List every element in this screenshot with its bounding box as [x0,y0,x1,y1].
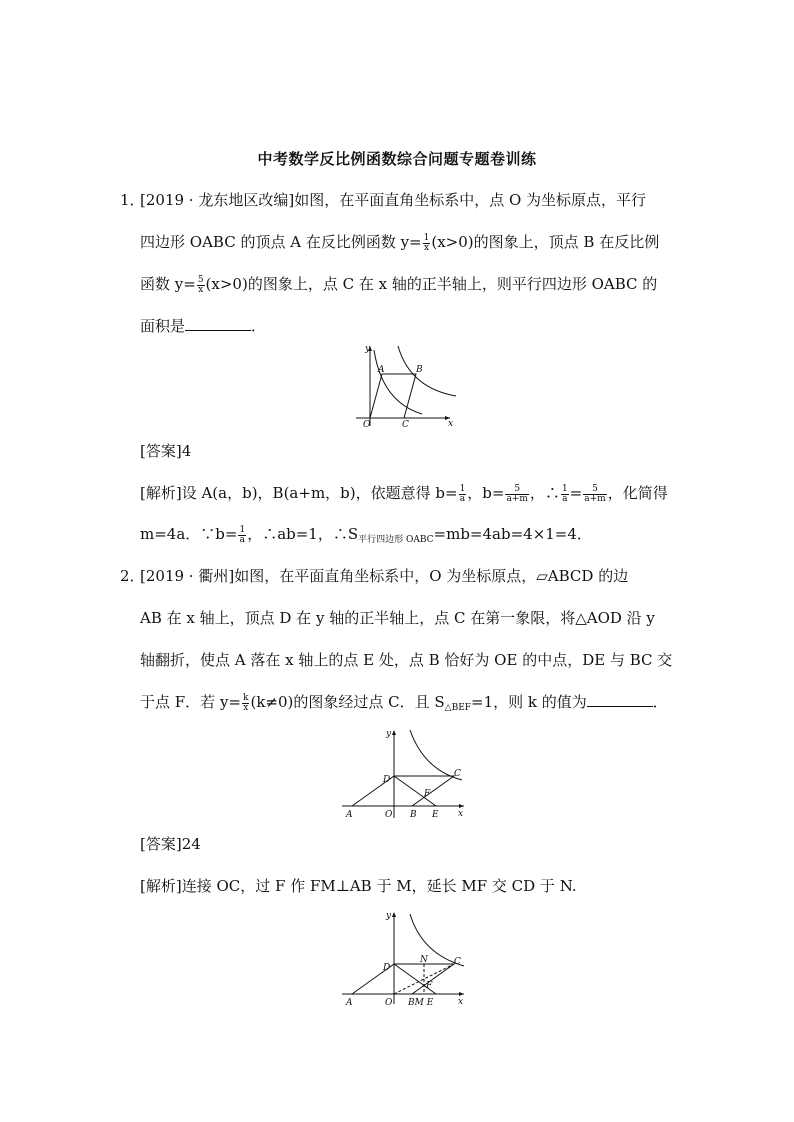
q2b-label-o: O [385,998,393,1008]
page-title: 中考数学反比例函数综合问题专题卷训练 [257,150,537,168]
answer-blank [587,692,653,707]
q2-line-1: 2．[2019 · 衢州]如图，在平面直角坐标系中，O 为坐标原点，▱ABCD 的边 [120,567,629,585]
q2-label-c: C [454,769,461,779]
q1-label-c: C [402,420,409,430]
q1-line-1: 1．[2019 · 龙东地区改编]如图，在平面直角坐标系中，点 O 为坐标原点，平行 [120,191,647,209]
q2-label-y: y [386,729,392,739]
q2b-label-n: N [420,955,428,965]
q2-line-2: AB 在 x 轴上，顶点 D 在 y 轴的正半轴上，点 C 在第一象限，将△AOD 沿 y [140,609,655,627]
fraction: $\frac{1}{x}$ [423,232,430,253]
q2b-label-f: F [426,981,433,991]
q2-tag: [2019 · 衢州] [140,567,235,585]
q1-label-x: x [448,419,454,429]
q2-analysis-figure [340,908,470,1008]
q1-line-2: 四边形 OABC 的顶点 A 在反比例函数 y= $\frac{1}{x}$ (x>0)的图象上，顶点 B 在反比例 [140,232,660,253]
q2b-label-x: x [458,997,464,1007]
q2b-label-bme: BM E [408,998,434,1008]
q2-label-d: D [383,775,391,785]
q1-analysis-line-2: m=4a．∵b= $\frac{1}{a}$ ，∴ab=1，$\therefore S_{平行四边形 OABC}=mb=4ab=4\times 1=4$． [140,524,592,545]
q2b-label-y: y [386,911,392,921]
q2-label-f: F [424,789,431,799]
q2-label-e: E [432,810,439,820]
q1-tag: [2019 · 龙东地区改编] [140,191,295,209]
q2-analysis: [解析]连接 OC，过 F 作 FM⊥AB 于 M，延长 MF 交 CD 于 N. [140,877,577,895]
q1-answer: [答案]4 [140,442,192,460]
q1-label-a: A [378,365,385,375]
q1-line-3: 函数 y= $\frac{5}{x}$ (x>0)的图象上，点 C 在 x 轴的正半轴上，则平行四边形 OABC 的 [140,274,658,295]
q2b-label-a: A [346,998,353,1008]
q1-label-b: B [416,365,423,375]
q2b-label-d: D [383,963,391,973]
q2-figure [340,726,470,822]
q2-label-a: A [346,810,353,820]
q2-answer: [答案]24 [140,835,201,853]
q1-label-o: O [363,420,371,430]
q1-label-y: y [365,344,371,354]
fraction: $\frac{5}{x}$ [197,274,204,295]
q2-line-3: 轴翻折，使点 A 落在 x 轴上的点 E 处，点 B 恰好为 OE 的中点，DE 与 BC 交 [140,651,673,669]
q2-label-o: O [385,810,393,820]
q1-number: 1． [120,191,145,209]
q2-label-b: B [410,810,417,820]
q1-figure [352,342,462,430]
q1-analysis-line-1: [解析]设 A(a，b)，B(a+m，b)，依题意得 b= $\frac{1}{a}$ ，b= $\frac{5}{a+m}$ ，∴ $\frac{1}{a}$ = $\frac{5}{a+m}$ ，化简得 [140,483,668,504]
q2b-label-c: C [454,957,461,967]
q2-number: 2． [120,567,145,585]
q1-line-4: 面积是 ． [140,317,267,335]
answer-blank [185,316,251,331]
q2-label-x: x [458,809,464,819]
q2-line-4: 于点 F．若 y= $\frac{k}{x}$ (k≠0)的图象经过点 C．且 $S_{\triangle BEF}=1$，则 k 的值为 ． [140,692,668,713]
